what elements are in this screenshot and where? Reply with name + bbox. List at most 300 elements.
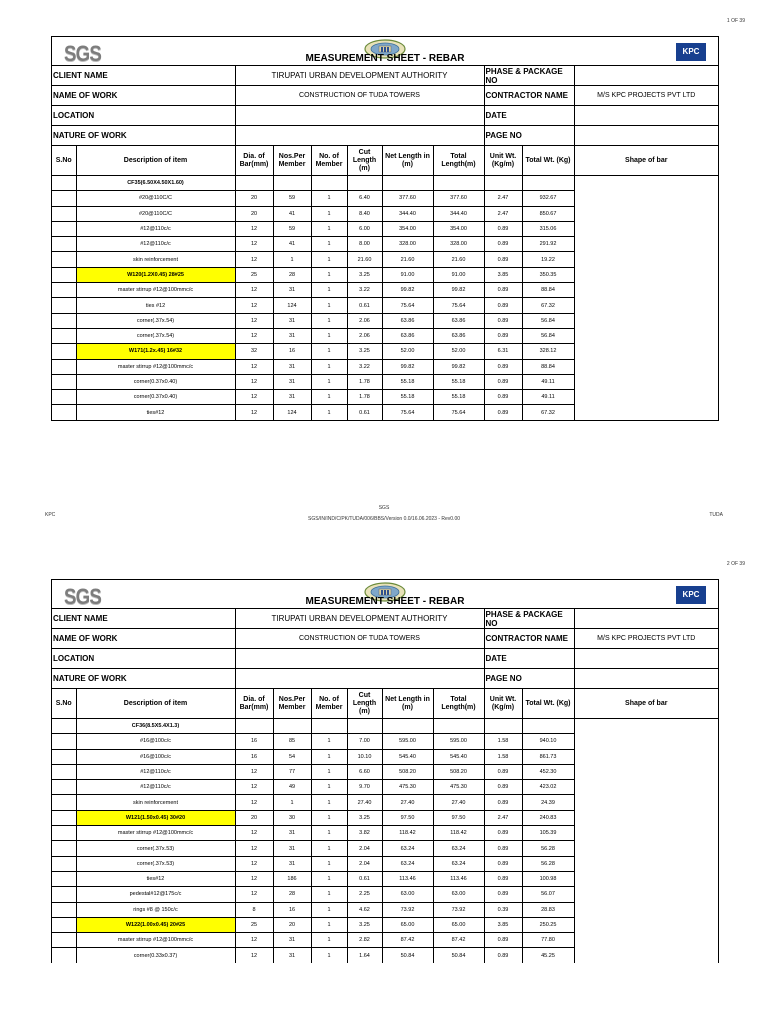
sgs-logo: SGS (64, 584, 101, 609)
phase-package-label: PHASE & PACKAGE NO (484, 66, 574, 86)
cell-nos: 30 (273, 810, 311, 825)
cell-net: 545.40 (382, 749, 433, 764)
cell-total: 545.40 (433, 749, 484, 764)
cell-cut: 3.22 (347, 283, 382, 298)
cell-total: 97.50 (433, 810, 484, 825)
cell-total: 63.24 (433, 841, 484, 856)
cell-nom: 1 (311, 734, 347, 749)
cell-net: 354.00 (382, 221, 433, 236)
cell-dia: 12 (235, 221, 273, 236)
cell-unit: 0.89 (484, 298, 522, 313)
cell-nos: 31 (273, 283, 311, 298)
cell-dia: 12 (235, 237, 273, 252)
cell-unit (484, 176, 522, 191)
cell-net: 113.46 (382, 871, 433, 886)
sheet-title: MEASUREMENT SHEET - REBAR (305, 53, 465, 64)
cell-nom: 1 (311, 298, 347, 313)
column-header: Dia. of Bar(mm) (235, 689, 273, 719)
cell-cut: 7.00 (347, 734, 382, 749)
cell-wt: 49.11 (522, 374, 574, 389)
table-row (52, 191, 718, 206)
cell-wt: 861.73 (522, 749, 574, 764)
cell-nom: 1 (311, 283, 347, 298)
contractor-value: M/S KPC PROJECTS PVT LTD (574, 629, 718, 649)
cell-dia: 8 (235, 902, 273, 917)
cell-nom: 1 (311, 191, 347, 206)
cell-nos: 31 (273, 856, 311, 871)
cell-sno (52, 887, 76, 902)
table-row (52, 826, 718, 841)
cell-sno (52, 176, 76, 191)
cell-total: 377.60 (433, 191, 484, 206)
cell-wt: 452.30 (522, 764, 574, 779)
cell-cut: 0.61 (347, 871, 382, 886)
cell-cut: 3.82 (347, 826, 382, 841)
footer-right: TUDA (709, 512, 723, 518)
table-row (52, 948, 718, 963)
cell-desc: #12@110c/c (76, 764, 235, 779)
cell-unit: 0.89 (484, 221, 522, 236)
cell-net: 65.00 (382, 917, 433, 932)
cell-nom: 1 (311, 795, 347, 810)
column-header: Dia. of Bar(mm) (235, 146, 273, 176)
client-name-value: TIRUPATI URBAN DEVELOPMENT AUTHORITY (235, 609, 484, 629)
cell-desc: W121(1.50x0.45) 30#20 (76, 810, 235, 825)
cell-dia: 20 (235, 206, 273, 221)
cell-nom: 1 (311, 313, 347, 328)
column-header: Shape of bar (574, 146, 718, 176)
cell-wt: 315.06 (522, 221, 574, 236)
cell-desc: corner(0.37x0.40) (76, 390, 235, 405)
cell-shape (574, 221, 718, 236)
cell-unit: 0.89 (484, 841, 522, 856)
cell-total: 27.40 (433, 795, 484, 810)
cell-sno (52, 856, 76, 871)
cell-nos: 1 (273, 252, 311, 267)
cell-nom: 1 (311, 328, 347, 343)
cell-cut: 9.70 (347, 780, 382, 795)
cell-nom: 1 (311, 359, 347, 374)
cell-dia: 12 (235, 405, 273, 420)
cell-nom: 1 (311, 267, 347, 282)
cell-cut: 2.04 (347, 841, 382, 856)
cell-desc: CF35(6.50X4.50X1.60) (76, 176, 235, 191)
cell-net: 344.40 (382, 206, 433, 221)
client-name-label: CLIENT NAME (52, 66, 235, 86)
cell-nos (273, 719, 311, 734)
cell-sno (52, 237, 76, 252)
location-label: LOCATION (52, 106, 235, 126)
contractor-value: M/S KPC PROJECTS PVT LTD (574, 86, 718, 106)
cell-cut: 8.40 (347, 206, 382, 221)
cell-nos: 59 (273, 221, 311, 236)
cell-nom: 1 (311, 390, 347, 405)
cell-nos: 31 (273, 328, 311, 343)
cell-nom: 1 (311, 374, 347, 389)
cell-desc: ties#12 (76, 405, 235, 420)
column-header: Net Length in (m) (382, 146, 433, 176)
cell-desc: W120(1.2X0.45) 28#25 (76, 267, 235, 282)
column-header: S.No (52, 146, 76, 176)
cell-nos: 31 (273, 933, 311, 948)
name-of-work-value: CONSTRUCTION OF TUDA TOWERS (235, 86, 484, 106)
cell-nos: 28 (273, 887, 311, 902)
column-header: Total Wt. (Kg) (522, 689, 574, 719)
cell-cut: 3.25 (347, 267, 382, 282)
cell-net: 63.24 (382, 856, 433, 871)
cell-nom: 1 (311, 871, 347, 886)
cell-dia: 20 (235, 810, 273, 825)
cell-total: 73.92 (433, 902, 484, 917)
cell-wt: 88.84 (522, 283, 574, 298)
location-label: LOCATION (52, 649, 235, 669)
cell-sno (52, 719, 76, 734)
cell-cut: 1.78 (347, 374, 382, 389)
cell-nom: 1 (311, 749, 347, 764)
footer-center-top: SGS (378, 505, 390, 511)
cell-dia: 16 (235, 749, 273, 764)
table-row (52, 841, 718, 856)
cell-nos: 77 (273, 764, 311, 779)
cell-total: 91.00 (433, 267, 484, 282)
column-header: Description of item (76, 146, 235, 176)
cell-wt: 423.02 (522, 780, 574, 795)
date-label: DATE (484, 649, 574, 669)
cell-desc: ties #12 (76, 298, 235, 313)
table-row (52, 719, 718, 734)
cell-total: 75.64 (433, 298, 484, 313)
cell-unit: 0.89 (484, 237, 522, 252)
date-value (574, 106, 718, 126)
table-row (52, 390, 718, 405)
cell-wt: 56.84 (522, 328, 574, 343)
cell-total: 99.82 (433, 283, 484, 298)
client-name-value: TIRUPATI URBAN DEVELOPMENT AUTHORITY (235, 66, 484, 86)
cell-nos: 186 (273, 871, 311, 886)
cell-sno (52, 810, 76, 825)
column-header: Total Wt. (Kg) (522, 146, 574, 176)
cell-shape (574, 405, 718, 420)
cell-dia: 12 (235, 283, 273, 298)
cell-total: 63.24 (433, 856, 484, 871)
cell-dia: 12 (235, 374, 273, 389)
column-header: Unit Wt. (Kg/m) (484, 146, 522, 176)
cell-sno (52, 344, 76, 359)
cell-dia: 12 (235, 252, 273, 267)
cell-net: 99.82 (382, 359, 433, 374)
cell-total: 75.64 (433, 405, 484, 420)
cell-dia: 12 (235, 359, 273, 374)
cell-unit: 0.89 (484, 252, 522, 267)
cell-cut: 3.25 (347, 810, 382, 825)
cell-unit: 0.89 (484, 826, 522, 841)
cell-net: 328.00 (382, 237, 433, 252)
cell-nom: 1 (311, 344, 347, 359)
rebar-table (52, 146, 718, 420)
table-row (52, 374, 718, 389)
cell-unit: 0.89 (484, 328, 522, 343)
cell-cut (347, 176, 382, 191)
cell-shape (574, 902, 718, 917)
cell-desc: #16@100c/c (76, 749, 235, 764)
cell-sno (52, 933, 76, 948)
kpc-logo: KPC (676, 586, 706, 604)
cell-unit: 0.89 (484, 374, 522, 389)
cell-net: 75.64 (382, 405, 433, 420)
cell-total: 52.00 (433, 344, 484, 359)
cell-sno (52, 749, 76, 764)
page-number: 1 OF 39 (726, 18, 745, 24)
table-row (52, 313, 718, 328)
cell-shape (574, 948, 718, 963)
cell-dia: 12 (235, 298, 273, 313)
cell-cut: 2.82 (347, 933, 382, 948)
cell-desc: #20@110C/C (76, 191, 235, 206)
cell-desc: master stirrup #12@100mmc/c (76, 283, 235, 298)
column-header: Description of item (76, 689, 235, 719)
cell-shape (574, 764, 718, 779)
cell-cut: 2.06 (347, 328, 382, 343)
table-row (52, 749, 718, 764)
cell-total: 354.00 (433, 221, 484, 236)
cell-sno (52, 390, 76, 405)
cell-nom: 1 (311, 917, 347, 932)
cell-unit: 0.89 (484, 405, 522, 420)
cell-total: 63.00 (433, 887, 484, 902)
cell-wt: 56.28 (522, 856, 574, 871)
cell-unit: 0.89 (484, 780, 522, 795)
page-no-label: PAGE NO (484, 126, 574, 146)
cell-net: 63.00 (382, 887, 433, 902)
column-header: Total Length(m) (433, 689, 484, 719)
cell-net: 118.42 (382, 826, 433, 841)
client-name-label: CLIENT NAME (52, 609, 235, 629)
date-label: DATE (484, 106, 574, 126)
table-row (52, 871, 718, 886)
cell-dia (235, 719, 273, 734)
footer-center-bottom: SGS/IN/IND/C/PK/TUDA/006/BBS/Version 0.0/16.06.2023 - Rev0.00 (307, 516, 461, 522)
cell-nos: 31 (273, 313, 311, 328)
cell-wt (522, 176, 574, 191)
cell-shape (574, 374, 718, 389)
cell-dia: 12 (235, 841, 273, 856)
cell-nom: 1 (311, 933, 347, 948)
cell-wt: 56.07 (522, 887, 574, 902)
cell-net: 595.00 (382, 734, 433, 749)
cell-wt: 240.83 (522, 810, 574, 825)
column-header: Shape of bar (574, 689, 718, 719)
cell-nos: 31 (273, 841, 311, 856)
cell-total: 99.82 (433, 359, 484, 374)
cell-nom: 1 (311, 856, 347, 871)
table-row (52, 298, 718, 313)
info-table (52, 609, 718, 689)
cell-nos: 28 (273, 267, 311, 282)
cell-nos: 124 (273, 405, 311, 420)
cell-desc: corner(.37x.54) (76, 313, 235, 328)
nature-of-work-value (235, 126, 484, 146)
cell-shape (574, 856, 718, 871)
cell-net: 75.64 (382, 298, 433, 313)
cell-net: 55.18 (382, 374, 433, 389)
cell-wt (522, 719, 574, 734)
cell-wt: 850.67 (522, 206, 574, 221)
cell-net: 63.86 (382, 313, 433, 328)
cell-dia: 25 (235, 267, 273, 282)
cell-desc: master stirrup #12@100mmc/c (76, 933, 235, 948)
cell-desc: rings #8 @ 150c/c (76, 902, 235, 917)
cell-shape (574, 719, 718, 734)
sheet-header (52, 37, 718, 66)
cell-nos: 85 (273, 734, 311, 749)
contractor-label: CONTRACTOR NAME (484, 629, 574, 649)
cell-net: 55.18 (382, 390, 433, 405)
cell-total: 65.00 (433, 917, 484, 932)
cell-unit: 0.89 (484, 795, 522, 810)
cell-shape (574, 206, 718, 221)
cell-desc: #12@110c/c (76, 237, 235, 252)
table-row (52, 252, 718, 267)
cell-dia: 12 (235, 933, 273, 948)
rebar-table (52, 689, 718, 963)
cell-desc: skin reinforcement (76, 252, 235, 267)
cell-nom: 1 (311, 887, 347, 902)
cell-desc: corner(.37x.54) (76, 328, 235, 343)
cell-shape (574, 933, 718, 948)
cell-nos: 31 (273, 948, 311, 963)
cell-desc: skin reinforcement (76, 795, 235, 810)
cell-shape (574, 344, 718, 359)
contractor-label: CONTRACTOR NAME (484, 86, 574, 106)
sgs-logo: SGS (64, 41, 101, 66)
table-row (52, 283, 718, 298)
sheet-header (52, 580, 718, 609)
cell-dia: 12 (235, 887, 273, 902)
cell-nom: 1 (311, 902, 347, 917)
sheet-title: MEASUREMENT SHEET - REBAR (305, 596, 465, 607)
cell-sno (52, 917, 76, 932)
phase-package-label: PHASE & PACKAGE NO (484, 609, 574, 629)
cell-desc: W122(1.00x0.45) 20#25 (76, 917, 235, 932)
cell-cut: 1.64 (347, 948, 382, 963)
cell-nos: 31 (273, 359, 311, 374)
cell-desc: corner(.37x.53) (76, 856, 235, 871)
cell-wt: 67.32 (522, 298, 574, 313)
cell-total: 328.00 (433, 237, 484, 252)
name-of-work-label: NAME OF WORK (52, 629, 235, 649)
cell-net: 50.84 (382, 948, 433, 963)
cell-cut: 6.40 (347, 191, 382, 206)
cell-nom: 1 (311, 221, 347, 236)
cell-wt: 88.84 (522, 359, 574, 374)
cell-nom: 1 (311, 826, 347, 841)
table-row (52, 344, 718, 359)
cell-desc: corner(0.33x0.37) (76, 948, 235, 963)
cell-dia: 12 (235, 764, 273, 779)
table-row (52, 267, 718, 282)
cell-shape (574, 795, 718, 810)
cell-cut: 8.00 (347, 237, 382, 252)
date-value (574, 649, 718, 669)
cell-nom: 1 (311, 841, 347, 856)
cell-sno (52, 313, 76, 328)
cell-desc: #20@110C/C (76, 206, 235, 221)
cell-cut: 10.10 (347, 749, 382, 764)
cell-total: 475.30 (433, 780, 484, 795)
cell-net: 73.92 (382, 902, 433, 917)
cell-shape (574, 191, 718, 206)
cell-sno (52, 221, 76, 236)
column-header: Net Length in (m) (382, 689, 433, 719)
cell-dia: 16 (235, 734, 273, 749)
table-header-row (52, 689, 718, 719)
cell-total: 55.18 (433, 390, 484, 405)
cell-unit (484, 719, 522, 734)
cell-net: 87.42 (382, 933, 433, 948)
table-row (52, 933, 718, 948)
table-row (52, 780, 718, 795)
table-row (52, 917, 718, 932)
table-row (52, 795, 718, 810)
cell-total: 344.40 (433, 206, 484, 221)
cell-shape (574, 734, 718, 749)
cell-unit: 0.89 (484, 313, 522, 328)
cell-wt: 56.84 (522, 313, 574, 328)
table-row (52, 359, 718, 374)
cell-desc: W171(1.2x.45) 16#32 (76, 344, 235, 359)
cell-sno (52, 267, 76, 282)
cell-sno (52, 405, 76, 420)
nature-of-work-label: NATURE OF WORK (52, 669, 235, 689)
cell-nom (311, 176, 347, 191)
cell-desc: pedestal#12@175c/c (76, 887, 235, 902)
cell-wt: 49.11 (522, 390, 574, 405)
cell-total: 63.86 (433, 313, 484, 328)
cell-sno (52, 902, 76, 917)
cell-unit: 0.39 (484, 902, 522, 917)
cell-nom: 1 (311, 948, 347, 963)
cell-dia: 12 (235, 948, 273, 963)
cell-sno (52, 206, 76, 221)
cell-nos: 1 (273, 795, 311, 810)
column-header: Cut Length (m) (347, 689, 382, 719)
info-table (52, 66, 718, 146)
table-row (52, 902, 718, 917)
cell-dia: 12 (235, 390, 273, 405)
location-value (235, 649, 484, 669)
cell-unit: 0.89 (484, 871, 522, 886)
cell-shape (574, 283, 718, 298)
cell-sno (52, 795, 76, 810)
cell-cut: 1.78 (347, 390, 382, 405)
cell-unit: 0.89 (484, 359, 522, 374)
cell-shape (574, 810, 718, 825)
cell-cut: 0.61 (347, 405, 382, 420)
cell-shape (574, 841, 718, 856)
cell-total: 113.46 (433, 871, 484, 886)
cell-net: 97.50 (382, 810, 433, 825)
cell-cut: 27.40 (347, 795, 382, 810)
cell-nos (273, 176, 311, 191)
cell-desc: corner(0.37x0.40) (76, 374, 235, 389)
cell-wt: 105.39 (522, 826, 574, 841)
cell-net: 63.24 (382, 841, 433, 856)
cell-unit: 1.58 (484, 749, 522, 764)
cell-net: 91.00 (382, 267, 433, 282)
cell-net: 377.60 (382, 191, 433, 206)
cell-total: 87.42 (433, 933, 484, 948)
cell-desc: CF36(8.5X5.4X1.3) (76, 719, 235, 734)
